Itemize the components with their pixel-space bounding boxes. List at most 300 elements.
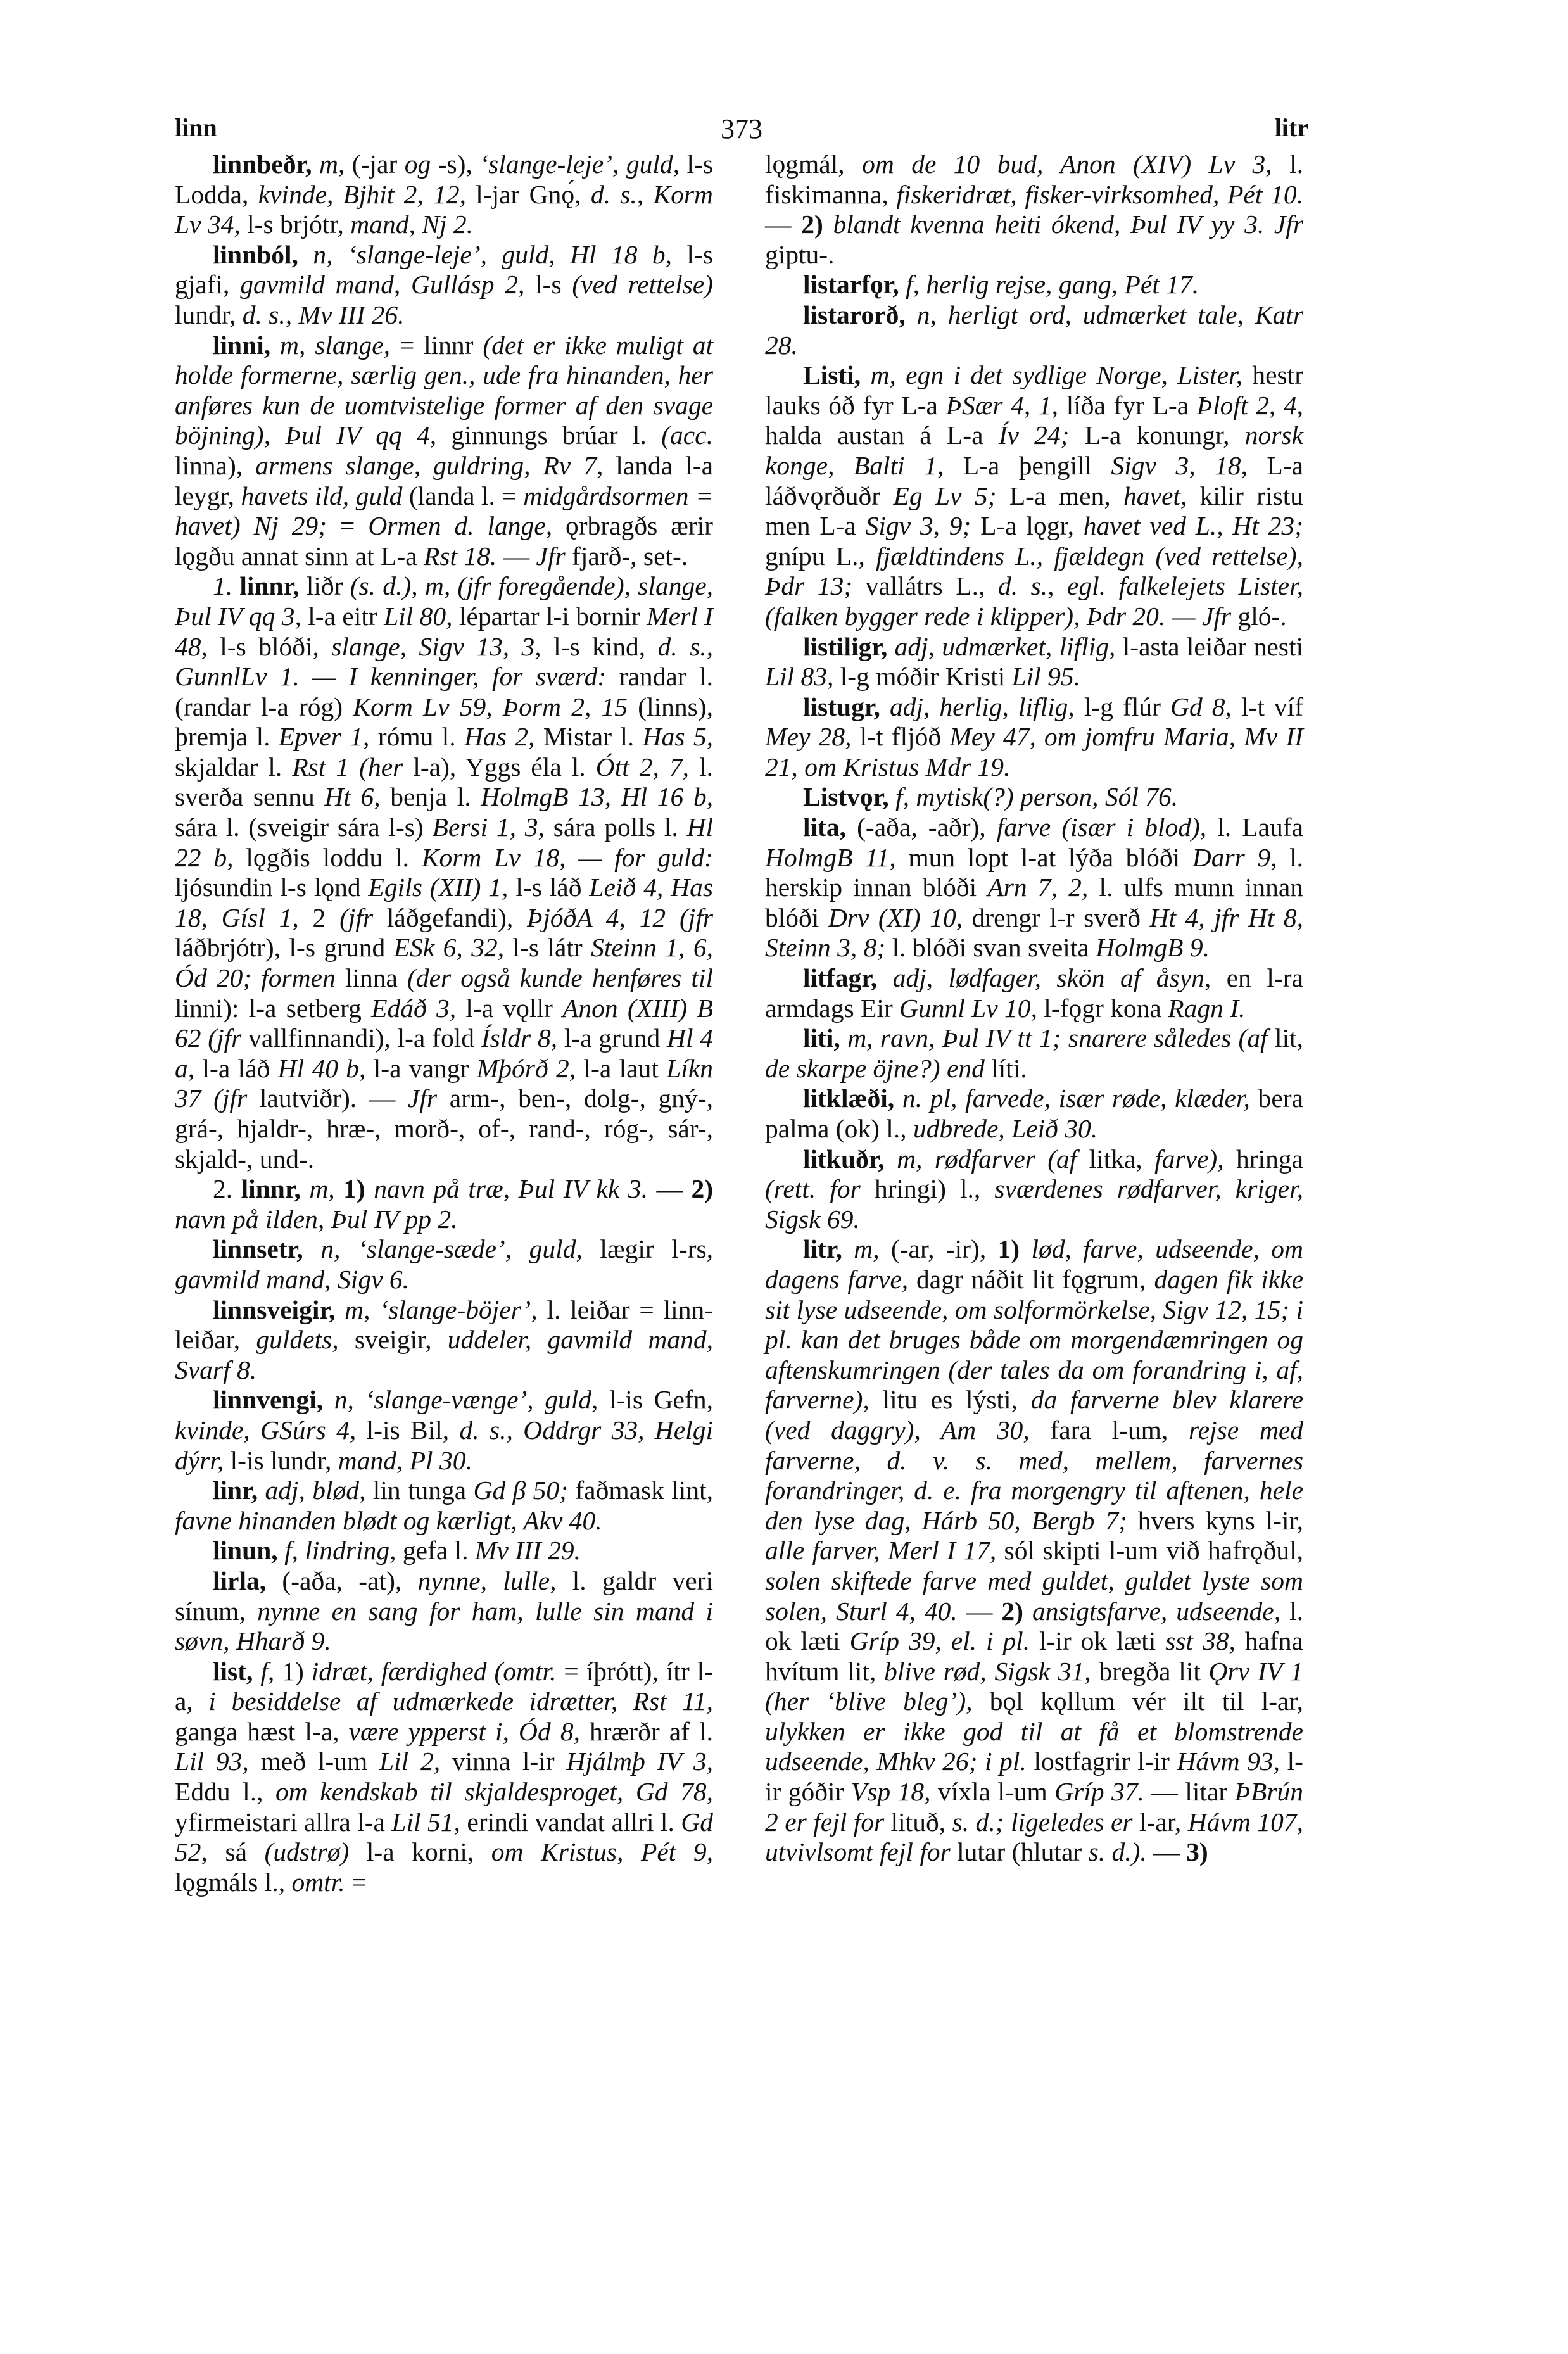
italic-gloss: Ǫrv IV 1 (her ‘blive bleg’), [765,1656,1303,1716]
citation-text: ǫrbragðs ærir lǫgðu annat sinn at L-a [175,511,714,571]
italic-gloss: s. d.). [1088,1837,1147,1867]
dictionary-entry [765,632,1303,692]
citation-text: lundr, [175,300,243,329]
citation-text: vinna l-ir [440,1747,567,1776]
dictionary-entry [175,1476,713,1536]
dictionary-entry [765,963,1303,1023]
running-head-last-word: litr [1274,113,1308,142]
italic-gloss: Lil 95. [1011,662,1081,692]
italic-gloss: navn på ilden, Þul IV pp 2. [175,1204,458,1234]
citation-text: l-a láð [194,1053,278,1083]
citation-text: landa l-a leygr, [175,450,713,510]
citation-text: l-s látr [504,933,591,963]
citation-text: = [345,1867,367,1897]
citation-text: l-a laut [576,1053,667,1083]
italic-gloss: Rst 18. [424,541,497,571]
italic-gloss: Mþórð 2, [476,1053,576,1083]
citation-text [301,1174,309,1203]
italic-gloss: Hjálmþ IV 3, [566,1747,714,1776]
citation-text [842,1234,854,1263]
citation-text [899,270,906,299]
headword: linni, [213,330,271,360]
dictionary-entry [765,813,1303,963]
citation-text: linni): l-a setberg [175,993,372,1023]
italic-gloss: (udstrø) [264,1837,350,1867]
italic-gloss: Ragn I. [1168,993,1246,1023]
citation-text: sá [207,1837,265,1867]
italic-gloss: ansigtsfarve, udseende, [1032,1596,1281,1626]
italic-gloss: Jfr [407,1084,438,1113]
dictionary-entry [175,1657,713,1898]
italic-gloss: d. s., GunnlLv 1. — I kenninger, for sværd: [175,631,713,692]
citation-text: l-t víf [1231,692,1304,721]
italic-gloss: Drv (XI) 10, [828,902,963,932]
italic-gloss: Has 2, [464,722,535,752]
italic-gloss: sværdenes rødfarver, kriger, Sigsk 69. [765,1174,1303,1234]
citation-text: hafna hvítum lit, [765,1626,1303,1686]
citation-text: hringa [1223,1144,1303,1174]
citation-text: l-is Gefn, [598,1385,714,1415]
italic-gloss: sst 38, [1165,1626,1236,1656]
dictionary-entry [765,360,1303,631]
italic-gloss: guldets, [256,1325,339,1355]
citation-text: L-a lǫgr, [971,511,1084,541]
italic-gloss: adj, udmærket, liflig, [894,631,1116,661]
headword: litfagr, [803,963,878,993]
citation-text: hestr lauks óð fyr L-a [765,360,1304,420]
citation-text: L-a láðvǫrðuðr [765,450,1303,510]
citation-text: bera palma (ok) l., [765,1084,1303,1143]
citation-text: linna), [175,450,256,480]
italic-gloss: blandt kvenna heiti ókend, Þul IV yy 3. Jfr [833,210,1303,239]
italic-gloss: Leið 4, Has 18, Gísl 1, [175,873,713,932]
italic-gloss: Þloft 2, 4, [1196,390,1303,420]
italic-gloss: d. s., Mv III 26. [242,300,405,329]
citation-text: lǫgmáls l., [175,1867,292,1897]
citation-text: giptu-. [765,239,835,269]
italic-gloss: og [404,149,431,179]
citation-text [253,1657,260,1686]
citation-text: benja l. [380,782,481,812]
citation-text: l-ar, [1132,1807,1188,1837]
italic-gloss: Anon (XIII) B 62 (jfr [175,993,713,1053]
italic-gloss: om Kristus, Pét 9, [491,1837,713,1867]
citation-text: skjaldar l. [175,752,293,782]
italic-gloss: m, egn i det sydlige Norge, Lister, [870,360,1242,390]
headword: linnsveigir, [213,1294,336,1324]
citation-text: 2. [213,1174,241,1204]
italic-gloss: nynne, lulle, [417,1566,557,1595]
dictionary-entry [765,782,1303,813]
citation-text: l. ulfs munn innan blóði [765,873,1304,932]
citation-text: l-is Bil, [356,1415,460,1445]
italic-gloss: midgårdsormen = havet) Nj 29; [175,481,714,541]
citation-text: l-s Lodda, [175,149,714,209]
italic-gloss: n, ‘slange-leje’, guld, Hl 18 b, [313,239,673,269]
citation-text: lægir l-rs, [582,1234,714,1264]
italic-gloss: Bersi 1, 3, [432,813,545,842]
citation-text: l. leiðar = linn-leiðar, [175,1294,714,1355]
citation-text: l-a vangr [365,1053,477,1083]
citation-text: lǫgmál, [765,149,863,179]
citation-text: lautviðr). — [247,1084,408,1113]
headword: litklæði, [803,1084,895,1113]
citation-text: líða fyr L-a [1058,390,1197,420]
citation-text: (-aða, -aðr), [846,813,997,842]
citation-text [1023,1597,1032,1626]
italic-gloss: d. s., egl. falkelejets Lister, (falken bygger rede i klipper), Þdr 20. — Jfr [765,571,1304,631]
citation-text: lostfagrir l-ir [1026,1747,1177,1776]
citation-text: víxla l-um [930,1777,1055,1807]
italic-gloss: Mv III 29. [474,1536,581,1566]
headword: liti, [803,1023,840,1053]
citation-text: (-aða, -at), [266,1566,418,1595]
citation-text: l. herskip innan blóði [765,842,1303,902]
dictionary-entry [765,692,1303,783]
citation-text: bregða lit [1091,1656,1209,1686]
dictionary-entry [175,1234,713,1294]
citation-text: fara l-um, [1029,1415,1189,1445]
citation-text: litka, [1077,1144,1155,1174]
italic-gloss: f, lindring, [284,1536,396,1566]
italic-gloss: Lil 93, [175,1747,249,1776]
citation-text [278,1536,284,1565]
running-head [175,113,1308,144]
citation-text: l-s brjótr, [240,210,351,239]
italic-gloss: Jfr [536,541,566,571]
citation-text: lituð, [884,1807,952,1837]
italic-gloss: Ív 24; [998,421,1070,450]
italic-gloss: Ísldr 8, [481,1023,558,1053]
citation-text: láðgefandi), [373,902,528,932]
italic-gloss: m, [854,1234,880,1264]
citation-text: sára l. (sveigir sára l-s) [175,813,433,842]
citation-text: hvers kyns l-ir, [1127,1505,1304,1535]
dictionary-entry [765,1234,1303,1867]
italic-gloss: Mey 28, [765,722,852,752]
headword: linnbeðr, [213,149,312,179]
italic-gloss: da farverne blev klarere (ved daggry), Am 30, [765,1385,1304,1445]
dictionary-entry [175,1536,713,1566]
italic-gloss: Gunnl Lv 10, [899,993,1037,1023]
citation-text: sára polls l. [544,813,687,842]
headword: litr, [803,1234,842,1264]
headword: listiligr, [803,631,888,661]
italic-gloss: Korm Lv 59, Þorm 2, 15 [353,692,628,721]
italic-gloss: n, ‘slange-vænge’, guld, [334,1385,598,1415]
citation-text [232,571,239,600]
italic-gloss: armens slange, guldring, Rv 7, [255,450,604,480]
citation-text: drengr l-r sverð [963,902,1150,932]
italic-gloss: mand, Pl 30. [338,1445,472,1475]
italic-gloss: 1. [213,571,233,601]
citation-text: L-a konungr, [1069,421,1245,450]
citation-text: liðr [299,571,350,601]
italic-gloss: m, rødfarver (af [897,1144,1077,1174]
citation-text: með l-um [248,1747,380,1776]
italic-gloss: Vsp 18, [850,1777,931,1807]
citation-text [880,692,890,721]
citation-text: l. fiskimanna, [765,149,1303,209]
italic-gloss: lød, farve, udseende, om dagens farve, [765,1234,1304,1294]
italic-gloss: Hl 40 b, [277,1053,366,1083]
italic-gloss: (jfr [339,902,374,932]
citation-text: l-s gjafi, [175,239,713,300]
citation-text: l-g móðir Kristi [833,662,1012,692]
citation-text: randar l. (randar l-a róg) [175,662,713,721]
italic-gloss: kvinde, Bjhit 2, 12, [258,179,466,209]
citation-text: 2 [298,902,340,932]
citation-text: arm-, ben-, dolg-, gný-, grá-, hjaldr-, hræ-, morð-, of-, rand-, róg-, sár-, skjald-, und-. [175,1084,714,1174]
italic-gloss: d. s., Korm Lv 34, [175,179,714,239]
citation-text: = íþrótt), ítr l-a, [175,1656,713,1716]
italic-gloss: Korm Lv 18, — for guld: [421,842,714,872]
citation-text: vallfinnandi), l-a fold [241,1023,481,1053]
citation-text: — litar [1144,1777,1235,1807]
citation-text [365,1174,374,1203]
italic-gloss: favne hinanden blødt og kærligt, Akv 40. [175,1505,602,1535]
dictionary-entry [175,1295,713,1386]
sense-number: 3) [1186,1837,1208,1867]
headword: lirla, [213,1566,267,1595]
italic-gloss: Ht 4, jfr Ht 8, Steinn 3, 8; [765,902,1304,963]
italic-gloss: i besiddelse af udmærkede idrætter, Rst 11, [208,1686,713,1716]
citation-text: rómu l. [369,722,464,752]
italic-gloss: udbrede, Leið 30. [913,1114,1098,1143]
citation-text: l-s kind, [541,631,658,661]
headword: listarorð, [803,300,906,329]
italic-gloss: farve), [1154,1144,1224,1174]
citation-text: lin tunga [365,1476,474,1505]
italic-gloss: Lil 83, [765,662,834,692]
italic-gloss: ÞSær 4, 1, [945,390,1059,420]
citation-text: lǫgðis loddu l. [233,842,422,872]
citation-text: lit, [1267,1023,1304,1053]
headword: listugr, [803,692,880,721]
citation-text: l-s [524,270,572,300]
citation-text: líti. [984,1053,1027,1083]
citation-text: = linnr [389,330,483,360]
citation-text: (-ar, -ir), [879,1234,998,1264]
citation-text: — [1146,1837,1187,1867]
italic-gloss: Gríp 37. [1054,1777,1144,1807]
citation-text: hringi) l., [860,1174,995,1204]
italic-gloss: ‘slange-leje’, guld, [479,149,680,179]
italic-gloss: f, herlig rejse, gang, Pét 17. [906,270,1199,300]
sense-number: 2) [801,210,823,239]
citation-text [298,240,313,269]
italic-gloss: havets ild, guld [241,481,403,510]
citation-text [270,331,280,360]
dictionary-entry [175,571,713,1174]
italic-gloss: (s. d.), m, (jfr foregående), slange, Þul IV qq 3, [175,571,714,631]
italic-gloss: Hávm 93, [1177,1747,1280,1776]
citation-text: L-a men, [996,481,1124,510]
citation-text [258,1476,265,1505]
italic-gloss: Sigv 3, 18, [1111,450,1248,480]
citation-text [887,632,894,661]
right-column [765,149,1303,1868]
italic-gloss: norsk konge, Balti 1, [765,421,1303,480]
italic-gloss: Darr 9, [1192,842,1277,872]
italic-gloss: om de 10 bud, Anon (XIV) Lv 3, [862,149,1272,179]
citation-text: = [327,511,369,541]
italic-gloss: Líkn 37 (jfr [175,1053,713,1113]
dictionary-entry [765,1144,1303,1235]
italic-gloss: blive rød, Sigsk 31, [884,1656,1091,1686]
citation-text: gnípu L., [765,541,876,571]
italic-gloss: Gd β 50; [473,1476,568,1505]
italic-gloss: havet ved L., Ht 23; [1083,511,1303,541]
italic-gloss: (der også kunde henføres til [407,963,713,993]
citation-text: (-jar [345,149,405,179]
citation-text: hrærðr af l. [579,1716,713,1746]
citation-text: l. sverða sennu [175,752,713,812]
headword: linun, [213,1536,278,1566]
italic-gloss: m, slange, [280,330,390,360]
sense-number: 1) [997,1234,1020,1264]
citation-text: — [496,541,536,571]
italic-gloss: dagen fik ikke sit lyse udseende, om solformörkelse, Sigv 12, 15; i pl. kan det bruges både om morgendæmringen og aftenskumringen (der tales da om forandring i, af, farverne), [765,1264,1303,1415]
citation-text [335,1295,345,1324]
italic-gloss: Ormen d. lange, [368,511,553,541]
citation-text: l. ok læti [765,1596,1304,1656]
citation-text: bǫl kǫllum vér ilt til l-ar, [972,1686,1303,1716]
headword: Listvǫr, [803,782,889,812]
italic-gloss: m, [309,1174,335,1204]
italic-gloss: (acc. [661,421,713,450]
dictionary-entry [175,149,713,240]
citation-text: l-a), Yggs éla l. [403,752,596,782]
italic-gloss: n, ‘slange-sæde’, guld, [320,1234,583,1264]
dictionary-entry [175,331,713,572]
citation-text: l-is lundr, [224,1445,338,1475]
italic-gloss: Ótt 2, 7, [595,752,690,782]
citation-text [889,782,895,811]
citation-text: l-a grund [557,1023,667,1053]
sense-number: 1) [343,1174,365,1204]
italic-gloss: s. d.; ligeledes er [952,1807,1133,1837]
citation-text: l. Laufa [1206,813,1303,842]
citation-text: — [957,1596,1002,1626]
italic-gloss: Gríp 39, el. i pl. [849,1626,1030,1656]
italic-gloss: adj, lødfager, skön af åsyn, [892,963,1211,993]
citation-text: lutar (hlutar [950,1837,1089,1867]
italic-gloss: Has 5, [642,722,714,752]
italic-gloss: Eg Lv 5; [893,481,997,510]
italic-gloss: Lil 51, [391,1807,460,1837]
citation-text: dagr náðit lit fǫgrum, [908,1264,1154,1294]
citation-text: — [765,210,802,239]
italic-gloss: om kendskab til skjaldesproget, Gd 78, [275,1777,713,1807]
headword: litkuðr, [803,1144,885,1174]
citation-text [323,1385,334,1414]
italic-gloss: nynne en sang for ham, lulle sin mand i søvn, Hharð 9. [175,1596,713,1656]
italic-gloss: Arn 7, 2, [987,873,1089,902]
italic-gloss: alle farver, Merl I 17, [765,1536,997,1566]
italic-gloss: Gd 52, [175,1807,714,1867]
headword: Listi, [803,360,861,390]
citation-text [823,210,833,239]
italic-gloss: Hávm 107, utvivlsomt fejl for [765,1807,1303,1867]
citation-text: fjarð-, set-. [565,541,688,571]
headword: listarfǫr, [803,270,899,300]
citation-text [861,360,870,389]
italic-gloss: Steinn 1, 6, Ód 20; formen [175,933,713,993]
italic-gloss: de skarpe öjne?) end [765,1053,985,1083]
italic-gloss: Rst 1 (her [292,752,403,782]
citation-text: gló-. [1231,601,1287,631]
citation-text: l. blóði svan sveita [885,933,1096,963]
italic-gloss: ulykken er ikke god til at få et blomstrende udseende, Mhkv 26; i pl. [765,1716,1303,1776]
dictionary-entry [765,300,1303,360]
citation-text: ganga hæst l-a, [175,1716,349,1746]
citation-text [303,1234,321,1263]
italic-gloss: m, ravn, Þul IV tt 1; snarere således (af [847,1023,1268,1053]
citation-text: l-s blóði, [207,631,332,661]
citation-text [840,1023,847,1053]
citation-text [894,1084,902,1113]
dictionary-entry [175,240,713,331]
citation-text: (linns), þremja l. [175,692,713,752]
citation-text: l-a korni, [349,1837,491,1867]
italic-gloss: ÞBrún 2 er fejl for [765,1777,1303,1837]
italic-gloss: Merl I 48, [175,601,713,661]
citation-text: halda austan á L-a [765,421,999,450]
left-column [175,149,713,1897]
italic-gloss: n. pl, farvede, især røde, klæder, [902,1084,1250,1113]
citation-text: — [648,1174,692,1204]
running-head-first-word: linn [175,113,217,142]
italic-gloss: Gd 8, [1170,692,1232,721]
citation-text [877,963,893,992]
citation-text: yfirmeistari allra l-a [175,1807,392,1837]
italic-gloss: farve (især i blod), [996,813,1207,842]
citation-text: ljósundin l-s lǫnd [175,873,369,902]
italic-gloss: ÞjóðA 4, 12 (jfr [527,902,713,932]
citation-text: (landa l. = [402,481,524,510]
italic-gloss: ESk 6, 32, [393,933,505,963]
headword: lita, [803,813,847,842]
italic-gloss: fiskeridræt, fisker-virksomhed, Pét 10. [896,179,1303,209]
italic-gloss: omtr. [291,1867,345,1897]
italic-gloss: kvinde, GSúrs 4, [175,1415,357,1445]
italic-gloss: m, ‘slange-böjer’, [345,1294,538,1324]
italic-gloss: Edáð 3, [371,993,457,1023]
italic-gloss: gavmild mand, Gullásp 2, [240,270,525,300]
dictionary-entry [765,1084,1303,1144]
citation-text: L-a þengill [944,450,1111,480]
citation-text [1020,1234,1031,1263]
citation-text: l-a eitr [301,601,384,631]
citation-text: linna [335,963,407,993]
citation-text: l-g flúr [1074,692,1170,721]
italic-gloss: Lil 80, [384,601,453,631]
citation-text: l-jar Gnǫ́, [465,179,591,209]
citation-text: Eddu l., [175,1777,275,1807]
citation-text: -s), [431,149,480,179]
italic-gloss: n, herligt ord, udmærket tale, Katr 28. [765,300,1304,360]
citation-text: en l-ra armdags Eir [765,963,1304,1023]
dictionary-entry [175,1385,713,1476]
italic-gloss: Hl 22 b, [175,813,713,872]
italic-gloss: Lil 2, [379,1747,441,1776]
page-number: 373 [721,113,762,144]
italic-gloss: slange, Sigv 13, 3, [331,631,541,661]
italic-gloss: adj, herlig, liflig, [889,692,1075,721]
headword: linnvengi, [213,1385,324,1415]
citation-text: 1) [274,1656,312,1686]
